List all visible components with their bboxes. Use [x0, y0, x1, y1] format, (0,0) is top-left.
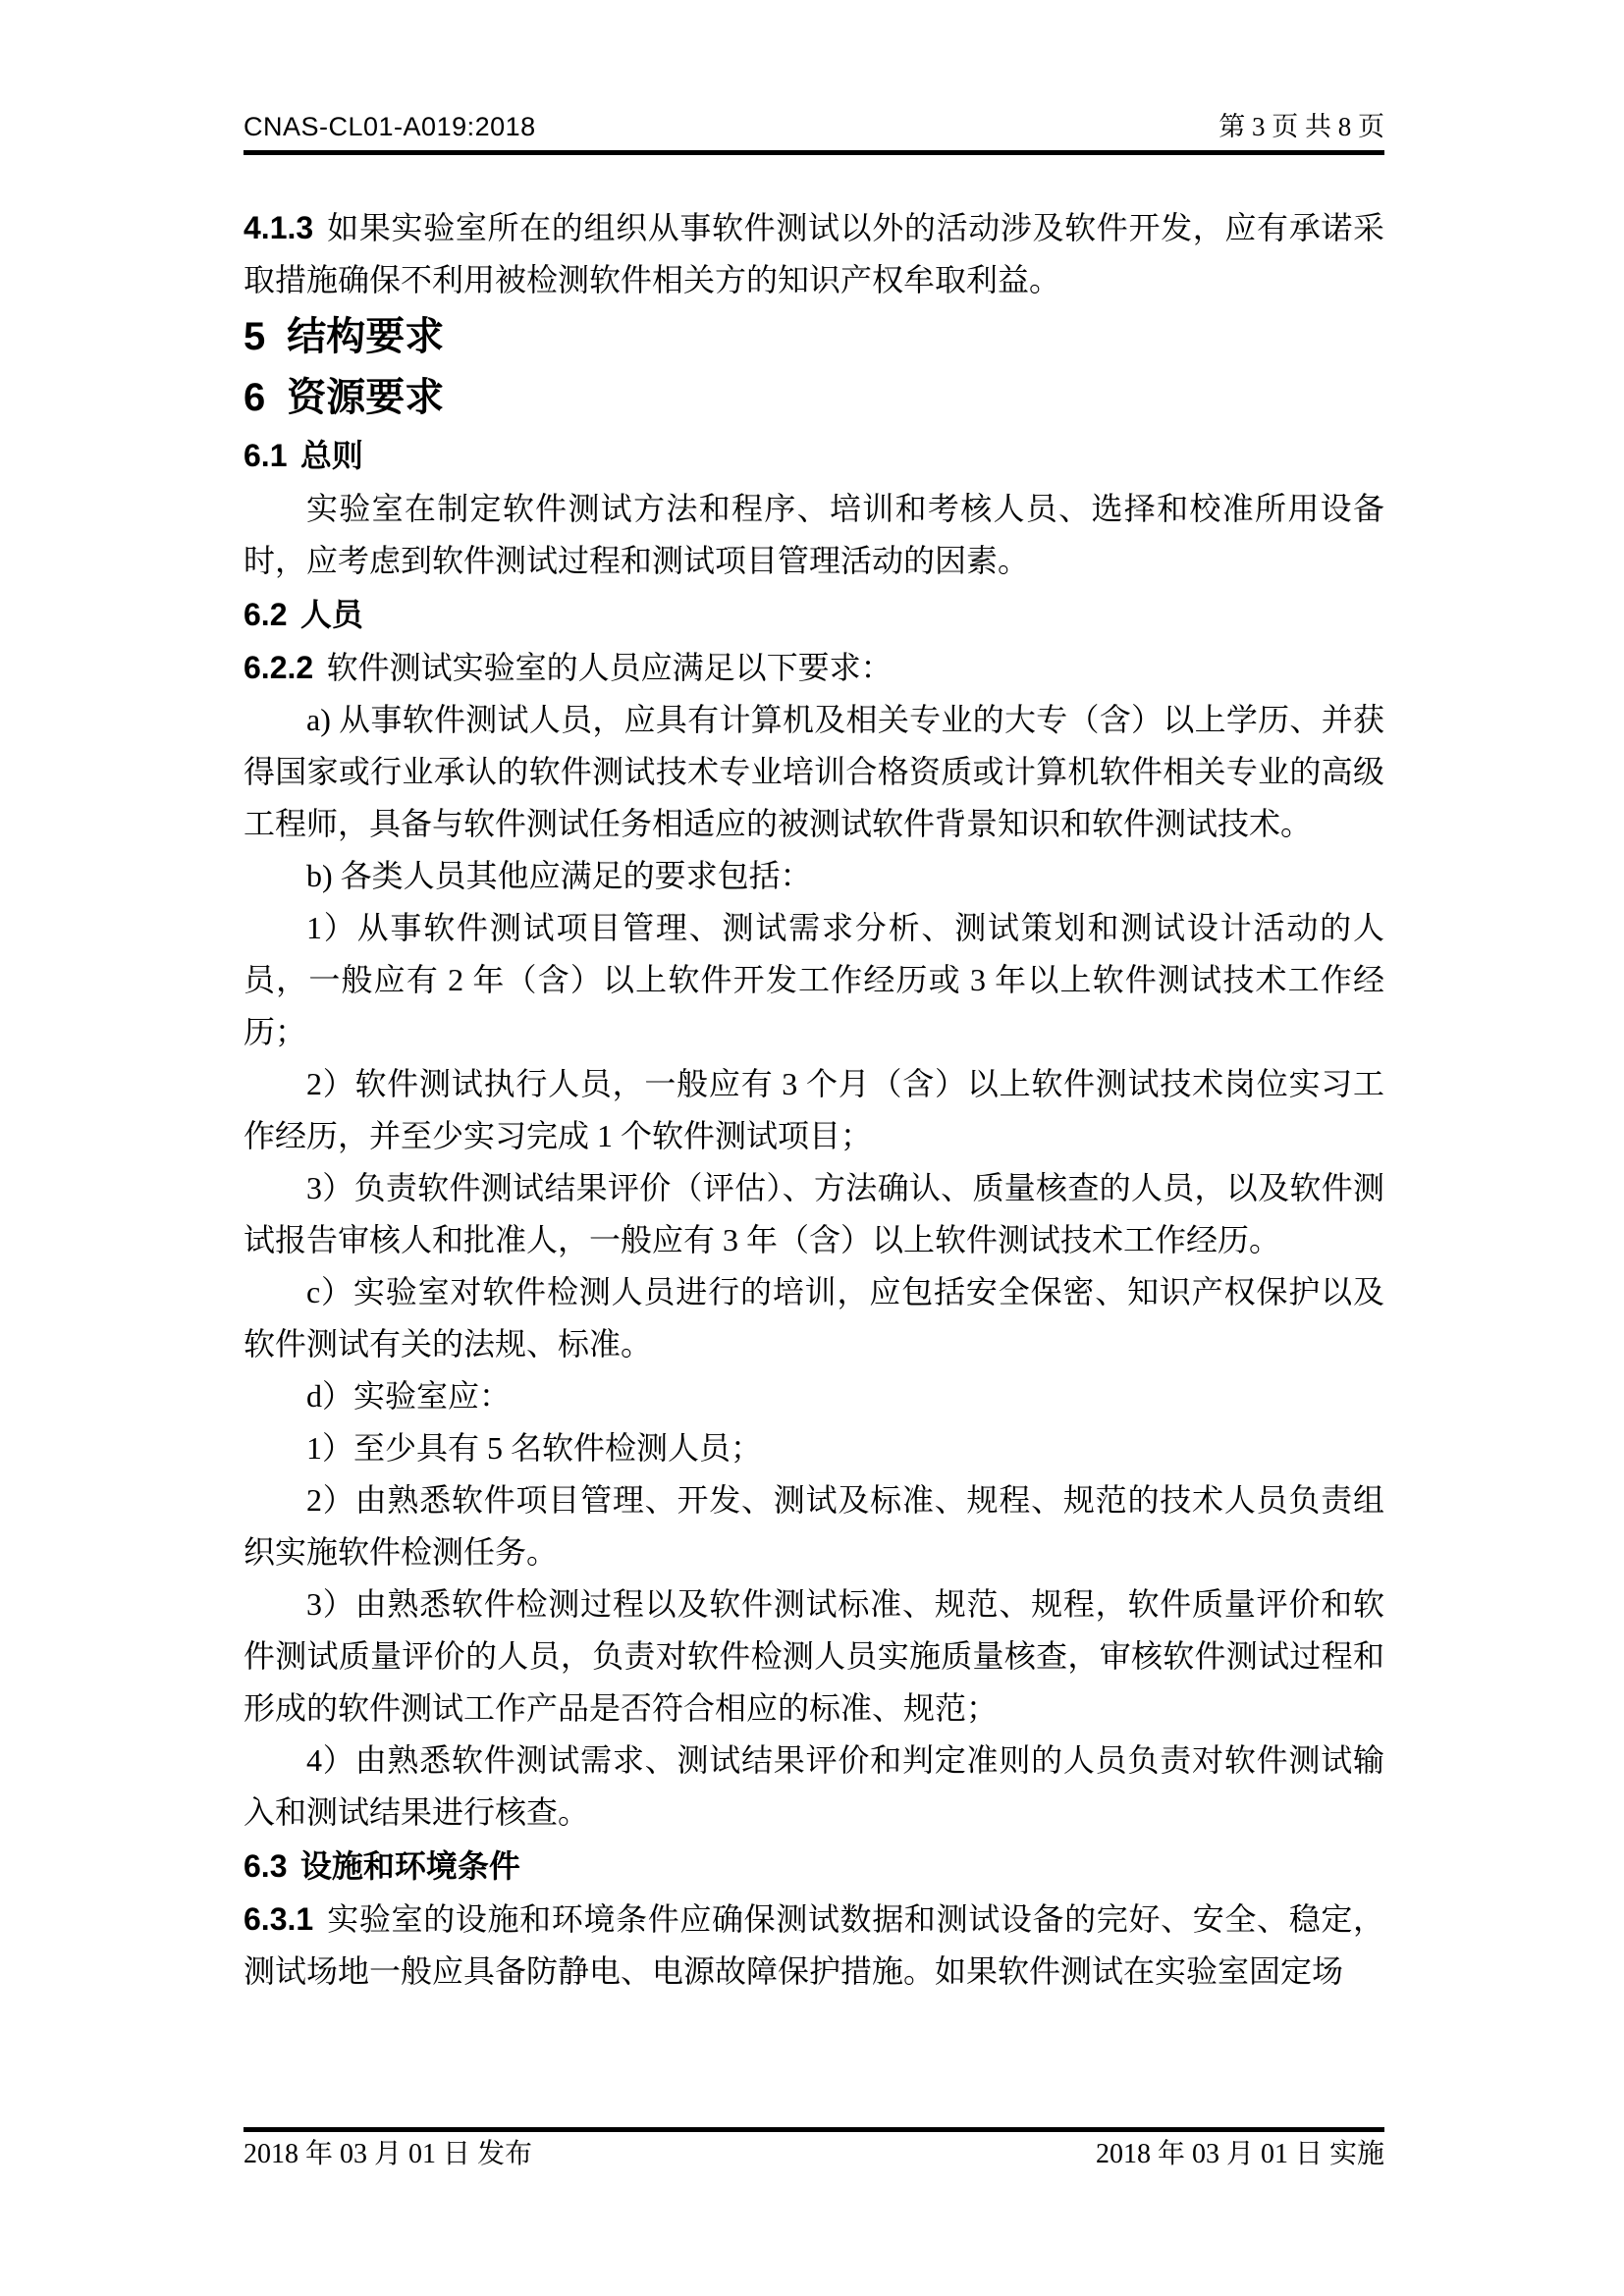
- body-paragraph: b) 各类人员其他应满足的要求包括：: [306, 858, 812, 893]
- paragraph-text: 实验室的设施和环境条件应确保测试数据和测试设备的完好、安全、稳定，测试场地一般应具备防静电、电源故障保护措施。如果软件测试在实验室固定场: [244, 1901, 1384, 1989]
- body-paragraph: 1）至少具有 5 名软件检测人员；: [306, 1430, 763, 1466]
- header-rule: [244, 150, 1384, 155]
- section-number: 4.1.3: [244, 210, 314, 245]
- body-paragraph: 实验室在制定软件测试方法和程序、培训和考核人员、选择和校准所用设备时，应考虑到软件测试过程和测试项目管理活动的因素。: [244, 491, 1384, 578]
- document-body: [244, 202, 1384, 1998]
- paragraph-text: 如果实验室所在的组织从事软件测试以外的活动涉及软件开发，应有承诺采取措施确保不利用被检测软件相关方的知识产权牟取利益。: [244, 210, 1384, 297]
- release-date: 2018 年 03 月 01 日 发布: [244, 2139, 533, 2169]
- section-heading: [244, 587, 1384, 642]
- section-number: 5: [244, 315, 266, 358]
- section-heading: [244, 428, 1384, 483]
- paragraph-text: 资源要求: [287, 376, 445, 419]
- document-code: CNAS-CL01-A019:2018: [244, 112, 536, 141]
- paragraph-text: 人员: [299, 597, 363, 632]
- body-paragraph: [244, 202, 1384, 306]
- paragraph-text: 软件测试实验室的人员应满足以下要求：: [326, 650, 893, 685]
- section-heading: [244, 306, 1384, 367]
- section-number: 6.2: [244, 597, 288, 632]
- body-paragraph: 3）负责软件测试结果评价（评估）、方法确认、质量核查的人员，以及软件测试报告审核人和批准人，一般应有 3 年（含）以上软件测试技术工作经历。: [244, 1170, 1384, 1257]
- body-paragraph: 4）由熟悉软件测试需求、测试结果评价和判定准则的人员负责对软件测试输入和测试结果进行核查。: [244, 1742, 1384, 1830]
- body-paragraph: c）实验室对软件检测人员进行的培训，应包括安全保密、知识产权保护以及软件测试有关的法规、标准。: [244, 1274, 1384, 1362]
- body-paragraph: [244, 642, 1384, 694]
- paragraph-text: 总则: [299, 438, 363, 473]
- body-paragraph: 3）由熟悉软件检测过程以及软件测试标准、规范、规程，软件质量评价和软件测试质量评价的人员，负责对软件检测人员实施质量核查，审核软件测试过程和形成的软件测试工作产品是否符合相应的标准、规范；: [244, 1586, 1384, 1726]
- footer-rule: [244, 2127, 1384, 2132]
- section-number: 6.2.2: [244, 650, 314, 685]
- body-paragraph: 2）软件测试执行人员，一般应有 3 个月（含）以上软件测试技术岗位实习工作经历，并至少实习完成 1 个软件测试项目；: [244, 1066, 1384, 1153]
- implement-date: 2018 年 03 月 01 日 实施: [1095, 2139, 1384, 2169]
- section-number: 6: [244, 376, 266, 419]
- section-heading: [244, 1839, 1384, 1894]
- body-paragraph: [244, 1894, 1384, 1998]
- section-number: 6.3.1: [244, 1901, 314, 1937]
- page-header: [244, 110, 1384, 143]
- section-number: 6.1: [244, 438, 288, 473]
- page-footer: [244, 2120, 1384, 2174]
- page-indicator: 第 3 页 共 8 页: [1218, 112, 1384, 141]
- paragraph-text: 结构要求: [287, 315, 445, 358]
- section-number: 6.3: [244, 1848, 288, 1884]
- body-paragraph: 1）从事软件测试项目管理、测试需求分析、测试策划和测试设计活动的人员，一般应有 2 年（含）以上软件开发工作经历或 3 年以上软件测试技术工作经历；: [244, 910, 1384, 1049]
- section-heading: [244, 367, 1384, 428]
- paragraph-text: 设施和环境条件: [299, 1848, 520, 1884]
- body-paragraph: a) 从事软件测试人员，应具有计算机及相关专业的大专（含）以上学历、并获得国家或行业承认的软件测试技术专业培训合格资质或计算机软件相关专业的高级工程师，具备与软件测试任务相适应的被测试软件背景知识和软件测试技术。: [244, 702, 1384, 841]
- body-paragraph: 2）由熟悉软件项目管理、开发、测试及标准、规程、规范的技术人员负责组织实施软件检测任务。: [244, 1482, 1384, 1570]
- body-paragraph: d）实验室应：: [306, 1378, 512, 1414]
- content-column: [244, 0, 1384, 1998]
